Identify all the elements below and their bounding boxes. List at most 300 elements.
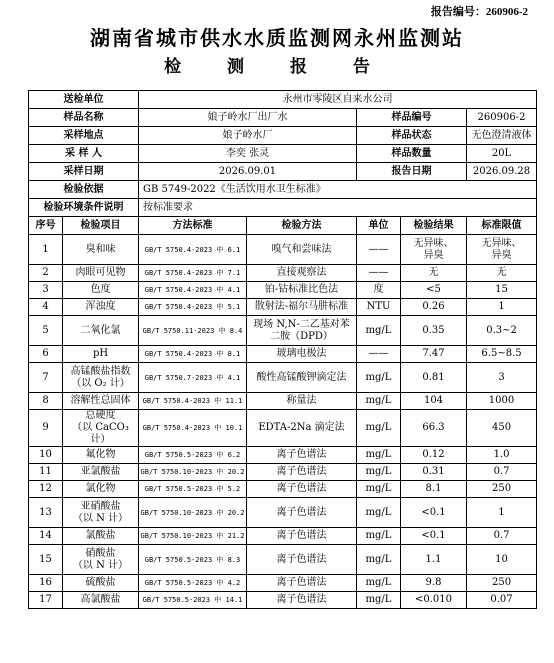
row-result	[401, 528, 467, 545]
row-method	[247, 410, 357, 447]
row-number-text: 5	[42, 324, 49, 336]
row-method	[247, 528, 357, 545]
row-method	[247, 299, 357, 316]
row-item	[63, 316, 139, 346]
sampler-row	[29, 145, 537, 163]
row-method-text: EDTA-2Na 滴定法	[258, 422, 345, 433]
row-item	[63, 393, 139, 410]
row-standard-text: GB/T 5750.5-2023 中 4.2	[144, 579, 241, 587]
row-unit	[357, 464, 401, 481]
row-unit-text: mg/L	[365, 324, 392, 336]
client-value: 永州市零陵区自来水公司	[139, 91, 537, 109]
row-method	[247, 346, 357, 363]
row-number-text: 16	[39, 577, 52, 588]
row-standard-text: GB/T 5750.5-2023 中 6.2	[144, 451, 241, 459]
row-method-text-line2: 二胺（DPD）	[270, 330, 333, 342]
row-number	[29, 575, 63, 592]
row-unit	[357, 265, 401, 282]
row-item-text: 二氧化氯	[80, 324, 121, 336]
row-item	[63, 464, 139, 481]
row-method	[247, 265, 357, 282]
row-standard-text: GB/T 5750.4-2023 中 4.1	[144, 286, 241, 294]
row-method-text: 称量法	[286, 395, 317, 406]
row-result	[401, 447, 467, 464]
row-item-text: pH	[92, 348, 109, 359]
row-number	[29, 316, 63, 346]
row-item-text: 高锰酸盐指数	[70, 365, 131, 377]
row-number	[29, 447, 63, 464]
row-limit-text: 3	[498, 371, 505, 383]
col-method-header: 检验方法	[247, 217, 357, 235]
sample-name-value: 娘子岭水厂出厂水	[139, 109, 357, 127]
row-number-text: 7	[42, 371, 49, 383]
table-row	[29, 464, 537, 481]
row-result-text: 无	[428, 267, 439, 278]
row-limit	[467, 282, 537, 299]
row-item	[63, 235, 139, 265]
row-method	[247, 235, 357, 265]
row-result	[401, 410, 467, 447]
env-value: 按标准要求	[139, 199, 537, 217]
sampling-site-row	[29, 127, 537, 145]
sampling-site-label: 采样地点	[29, 127, 139, 145]
row-unit	[357, 481, 401, 498]
row-item-text-line2: （以 CaCO₃ 计）	[72, 422, 129, 445]
row-result	[401, 235, 467, 265]
row-number-text: 2	[42, 267, 49, 278]
table-row	[29, 282, 537, 299]
row-item-text: 亚硝酸盐	[80, 500, 121, 512]
row-limit-text: 无异味、	[481, 237, 522, 249]
row-item	[63, 363, 139, 393]
row-limit	[467, 481, 537, 498]
row-unit	[357, 235, 401, 265]
row-standard-text: GB/T 5750.5-2023 中 14.1	[142, 596, 243, 604]
row-result-text: 104	[423, 395, 444, 406]
row-limit-text: 15	[495, 284, 508, 295]
row-result-text: 0.26	[422, 301, 445, 312]
row-number	[29, 265, 63, 282]
row-method	[247, 592, 357, 609]
table-row	[29, 592, 537, 609]
row-method	[247, 363, 357, 393]
row-unit-text: NTU	[366, 301, 391, 312]
sample-qty-label: 样品数量	[357, 145, 467, 163]
sample-state-value: 无色澄清液体	[467, 127, 537, 145]
row-result	[401, 363, 467, 393]
row-method-text: 离子色谱法	[276, 466, 327, 477]
row-result-text: <0.1	[421, 506, 446, 518]
row-limit	[467, 346, 537, 363]
row-limit-text: 1	[498, 506, 505, 518]
row-standard-text: GB/T 5750.10-2023 中 20.2	[140, 468, 245, 476]
row-number	[29, 464, 63, 481]
row-number-text: 8	[42, 395, 49, 406]
row-standard	[139, 528, 247, 545]
row-result	[401, 464, 467, 481]
row-unit-text: ——	[368, 267, 389, 278]
row-standard-text: GB/T 5750.11-2023 中 8.4	[142, 326, 243, 335]
row-unit-text: ——	[368, 243, 389, 255]
row-result	[401, 498, 467, 528]
row-unit-text: mg/L	[365, 422, 392, 433]
row-unit	[357, 545, 401, 575]
row-number-text: 10	[39, 449, 52, 460]
row-limit-text: 0.3~2	[486, 324, 517, 336]
row-standard	[139, 464, 247, 481]
row-standard-text: GB/T 5750.4-2023 中 6.1	[144, 245, 241, 254]
row-limit-text: 250	[491, 577, 512, 588]
row-method	[247, 282, 357, 299]
row-result-text: 9.8	[425, 577, 442, 588]
report-title: 湖南省城市供水水质监测网永州监测站	[90, 26, 464, 50]
row-standard-text: GB/T 5750.10-2023 中 20.2	[140, 508, 245, 517]
row-item-text: 浑浊度	[85, 301, 116, 312]
row-standard-text: GB/T 5750.10-2023 中 21.2	[140, 532, 245, 540]
row-number	[29, 299, 63, 316]
row-unit-text: mg/L	[365, 395, 392, 406]
report-subtitle: 检 测 报 告	[164, 57, 390, 77]
row-limit-text-line2: 异臭	[491, 249, 512, 261]
row-result	[401, 545, 467, 575]
row-unit-text: mg/L	[365, 506, 392, 518]
row-method-text: 离子色谱法	[276, 506, 327, 518]
row-item	[63, 447, 139, 464]
row-unit-text: mg/L	[365, 594, 392, 605]
row-result-text: 0.31	[422, 466, 445, 477]
table-row	[29, 363, 537, 393]
table-row	[29, 575, 537, 592]
row-item-text: 色度	[90, 284, 111, 295]
row-item-text-line2: （以 N 计）	[72, 559, 129, 571]
row-standard	[139, 545, 247, 575]
row-result	[401, 282, 467, 299]
row-number-text: 1	[42, 243, 49, 255]
row-method-text: 离子色谱法	[276, 483, 327, 494]
row-number-text: 13	[39, 506, 52, 518]
row-method-text: 散射法-福尔马肼标准	[254, 301, 349, 312]
col-limit-header: 标准限值	[467, 217, 537, 235]
row-unit	[357, 316, 401, 346]
row-standard	[139, 447, 247, 464]
row-number-text: 17	[39, 594, 52, 605]
row-number	[29, 498, 63, 528]
row-number-text: 4	[42, 301, 49, 312]
row-standard	[139, 299, 247, 316]
sample-qty-value: 20L	[467, 145, 537, 163]
row-standard-text: GB/T 5750.5-2023 中 5.2	[144, 485, 241, 493]
row-result	[401, 592, 467, 609]
sample-no-label: 样品编号	[357, 109, 467, 127]
row-unit-text: mg/L	[365, 466, 392, 477]
row-limit	[467, 363, 537, 393]
row-result	[401, 393, 467, 410]
report-number: 报告编号：260906-2	[430, 6, 528, 18]
row-limit-text: 1000	[488, 395, 515, 406]
row-method-text: 铂-钴标准比色法	[264, 284, 339, 295]
col-result-header: 检验结果	[401, 217, 467, 235]
row-standard-text: GB/T 5750.4-2023 中 8.1	[144, 350, 241, 358]
row-unit-text: mg/L	[365, 577, 392, 588]
row-method	[247, 575, 357, 592]
row-method-text: 直接观察法	[276, 267, 327, 278]
table-row	[29, 265, 537, 282]
row-limit	[467, 545, 537, 575]
sampling-date-value: 2026.09.01	[139, 163, 357, 181]
row-limit-text: 450	[491, 422, 512, 433]
row-number	[29, 393, 63, 410]
col-unit-header: 单位	[357, 217, 401, 235]
row-standard	[139, 363, 247, 393]
row-result	[401, 575, 467, 592]
row-method	[247, 393, 357, 410]
row-number	[29, 363, 63, 393]
row-item	[63, 265, 139, 282]
row-item-text: 亚氯酸盐	[80, 466, 121, 477]
row-item-text: 高氯酸盐	[80, 594, 121, 605]
row-standard	[139, 592, 247, 609]
row-standard	[139, 235, 247, 265]
row-unit-text: mg/L	[365, 530, 392, 541]
row-number	[29, 528, 63, 545]
row-limit-text: 无	[496, 267, 507, 278]
row-method	[247, 316, 357, 346]
row-item-text: 肉眼可见物	[75, 267, 126, 278]
row-result-text: 1.1	[425, 553, 442, 565]
row-item	[63, 410, 139, 447]
row-limit-text: 0.7	[493, 466, 510, 477]
table-row	[29, 481, 537, 498]
row-item-text: 总硬度	[85, 410, 116, 421]
row-limit-text: 0.07	[490, 594, 513, 605]
row-unit-text: mg/L	[365, 553, 392, 565]
row-standard	[139, 282, 247, 299]
row-standard-text: GB/T 5750.4-2023 中 5.1	[144, 303, 241, 311]
row-item-text: 硝酸盐	[85, 547, 116, 559]
row-limit	[467, 447, 537, 464]
row-item	[63, 346, 139, 363]
row-limit-text: 10	[495, 553, 508, 565]
row-unit-text: mg/L	[365, 449, 392, 460]
column-header-row	[29, 217, 537, 235]
row-limit-text: 250	[491, 483, 512, 494]
env-row	[29, 199, 537, 217]
row-result-text: 0.81	[422, 371, 445, 383]
row-result-text: <5	[426, 284, 441, 295]
row-number-text: 15	[39, 553, 52, 565]
row-unit-text: ——	[368, 348, 389, 359]
table-row	[29, 299, 537, 316]
row-result-text: <0.010	[414, 594, 452, 605]
row-result-text: <0.1	[421, 530, 446, 541]
row-result	[401, 481, 467, 498]
row-item	[63, 592, 139, 609]
table-row	[29, 410, 537, 447]
sample-state-label: 样品状态	[357, 127, 467, 145]
table-row	[29, 316, 537, 346]
row-limit-text: 1	[498, 301, 505, 312]
row-unit-text: 度	[373, 284, 384, 295]
col-standard-header: 方法标准	[139, 217, 247, 235]
sampling-date-label: 采样日期	[29, 163, 139, 181]
row-method	[247, 498, 357, 528]
row-standard-text: GB/T 5750.4-2023 中 7.1	[144, 269, 241, 277]
row-unit	[357, 393, 401, 410]
row-method-text: 酸性高锰酸钾滴定法	[256, 371, 347, 383]
row-limit	[467, 464, 537, 481]
row-result-text: 66.3	[422, 422, 445, 433]
row-method-text: 离子色谱法	[276, 553, 327, 565]
row-limit	[467, 235, 537, 265]
row-method	[247, 464, 357, 481]
row-unit	[357, 592, 401, 609]
row-unit	[357, 363, 401, 393]
row-item-text-line2: （以 O₂ 计）	[71, 377, 130, 389]
row-unit	[357, 528, 401, 545]
row-limit	[467, 393, 537, 410]
row-limit	[467, 575, 537, 592]
sampler-value: 李奕 张灵	[139, 145, 357, 163]
row-result	[401, 265, 467, 282]
row-standard	[139, 481, 247, 498]
row-standard-text: GB/T 5750.7-2023 中 4.1	[144, 373, 241, 382]
row-unit	[357, 410, 401, 447]
row-item-text: 硫酸盐	[85, 577, 116, 588]
row-method	[247, 481, 357, 498]
row-method-text: 离子色谱法	[276, 594, 327, 605]
row-method-text: 离子色谱法	[276, 577, 327, 588]
row-number-text: 14	[39, 530, 52, 541]
row-unit	[357, 575, 401, 592]
sampling-date-row	[29, 163, 537, 181]
sampler-label: 采 样 人	[29, 145, 139, 163]
row-number	[29, 545, 63, 575]
table-row	[29, 447, 537, 464]
row-result-text-line2: 异臭	[423, 249, 444, 261]
row-item	[63, 498, 139, 528]
row-number-text: 9	[42, 422, 49, 433]
table-row	[29, 528, 537, 545]
row-number-text: 11	[39, 466, 52, 477]
row-limit	[467, 265, 537, 282]
table-row	[29, 498, 537, 528]
row-result	[401, 299, 467, 316]
row-standard-text: GB/T 5750.4-2023 中 11.1	[142, 397, 243, 405]
basis-value: GB 5749-2022《生活饮用水卫生标准》	[139, 181, 537, 199]
client-row	[29, 91, 537, 109]
row-result	[401, 346, 467, 363]
row-unit-text: mg/L	[365, 371, 392, 383]
row-standard	[139, 393, 247, 410]
row-method-text: 嗅气和尝味法	[271, 243, 332, 255]
row-unit-text: mg/L	[365, 483, 392, 494]
row-item-text: 氯化物	[85, 483, 116, 494]
row-limit	[467, 498, 537, 528]
basis-row	[29, 181, 537, 199]
row-item	[63, 299, 139, 316]
row-limit-text: 6.5~8.5	[481, 348, 522, 359]
row-method-text: 离子色谱法	[276, 449, 327, 460]
row-limit-text: 1.0	[493, 449, 510, 460]
row-number	[29, 410, 63, 447]
sample-no-value: 260906-2	[467, 109, 537, 127]
row-item	[63, 481, 139, 498]
row-standard	[139, 346, 247, 363]
row-item-text-line2: （以 N 计）	[72, 512, 129, 524]
row-unit	[357, 447, 401, 464]
row-number-text: 6	[42, 348, 49, 359]
row-limit	[467, 410, 537, 447]
row-result-text: 无异味、	[413, 237, 454, 249]
row-limit-text: 0.7	[493, 530, 510, 541]
row-number	[29, 346, 63, 363]
row-standard	[139, 265, 247, 282]
row-standard-text: GB/T 5750.4-2023 中 10.1	[142, 424, 243, 432]
row-number	[29, 282, 63, 299]
row-item	[63, 545, 139, 575]
row-number	[29, 481, 63, 498]
client-label: 送检单位	[29, 91, 139, 109]
table-row	[29, 545, 537, 575]
report-date-value: 2026.09.28	[467, 163, 537, 181]
row-unit	[357, 498, 401, 528]
row-unit	[357, 299, 401, 316]
sample-name-row	[29, 109, 537, 127]
row-item	[63, 575, 139, 592]
row-item	[63, 282, 139, 299]
report-date-label: 报告日期	[357, 163, 467, 181]
row-limit	[467, 299, 537, 316]
table-row	[29, 393, 537, 410]
row-unit	[357, 346, 401, 363]
row-limit	[467, 592, 537, 609]
table-row	[29, 235, 537, 265]
row-item-text: 臭和味	[85, 243, 116, 255]
row-item-text: 氯酸盐	[85, 530, 116, 541]
row-standard	[139, 498, 247, 528]
row-result-text: 0.35	[422, 324, 445, 336]
row-number-text: 3	[42, 284, 49, 295]
row-number-text: 12	[39, 483, 52, 494]
env-label: 检验环境条件说明	[29, 199, 139, 217]
row-standard	[139, 410, 247, 447]
row-standard	[139, 316, 247, 346]
row-result-text: 7.47	[422, 348, 445, 359]
sampling-site-value: 娘子岭水厂	[139, 127, 357, 145]
row-number	[29, 592, 63, 609]
row-standard-text: GB/T 5750.5-2023 中 8.3	[144, 555, 241, 564]
col-no-header: 序号	[29, 217, 63, 235]
row-result-text: 8.1	[425, 483, 442, 494]
row-standard	[139, 575, 247, 592]
row-method-text: 现场 N,N-二乙基对苯	[253, 318, 350, 330]
row-limit	[467, 316, 537, 346]
row-method-text: 玻璃电极法	[276, 348, 327, 359]
report-table	[28, 90, 537, 609]
row-method	[247, 447, 357, 464]
col-item-header: 检验项目	[63, 217, 139, 235]
row-limit	[467, 528, 537, 545]
basis-label: 检验依据	[29, 181, 139, 199]
row-result	[401, 316, 467, 346]
row-result-text: 0.12	[422, 449, 445, 460]
row-number	[29, 235, 63, 265]
row-item-text: 氟化物	[85, 449, 116, 460]
row-unit	[357, 282, 401, 299]
table-row	[29, 346, 537, 363]
row-item-text: 溶解性总固体	[70, 395, 131, 406]
row-item	[63, 528, 139, 545]
